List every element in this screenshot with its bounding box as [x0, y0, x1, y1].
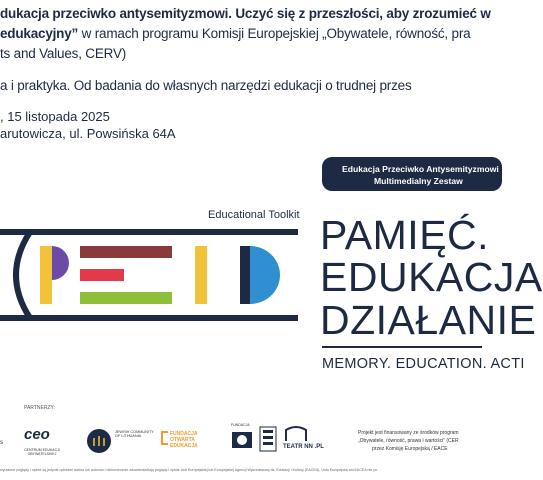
teatr-nn-logo: TEATR NN .PL [283, 444, 324, 450]
brama-grodzka-icon [259, 426, 277, 452]
disclaimer: wyrażone poglądy i opinie są jedynie opiniami autora lub autorów i niekoniecznie odzwierciedlają poglądy i opinie Unii Europejskiej lub Europejskiej Agencji Wykonawczej ds. Edukacji i Kultury (EACEA). Unia Europejska ani EACEA nie po [0, 468, 378, 472]
letter-d-stem [240, 246, 250, 304]
teatr-nn-icon [284, 426, 308, 442]
jewish-community-emblem-icon [86, 428, 112, 454]
funding-line-3: przez Komisję Europejską / EACE [372, 446, 448, 452]
title-pamiec: PAMIĘĆ. [320, 212, 490, 258]
title-divider [322, 346, 482, 348]
event-date: , 15 listopada 2025 [0, 109, 110, 124]
fundacja-caption: FUNDACJA [231, 423, 250, 427]
letter-p-bowl [52, 246, 69, 280]
jewish-community-caption: JEWISH COMMUNITY OF LITHUANIA [115, 430, 154, 438]
funding-line-2: „Obywatele, równość, prawa i wartości” (CER [358, 438, 459, 444]
fundacja-emblem-icon [231, 428, 253, 450]
project-badge [322, 157, 502, 191]
event-subtitle: a i praktyka. Od badania do własnych narzędzi edukacji o trudnej przes [0, 78, 412, 93]
title-dzialanie: DZIAŁANIE [320, 297, 537, 343]
foa-logo: FUNDACJA OTWARTA EDUKACJA [170, 431, 198, 449]
eu-logo-fragment: s [0, 440, 3, 446]
badge-line-2: Multimedialny Zestaw [374, 176, 463, 186]
letter-e-top [80, 246, 172, 258]
project-program-line [0, 26, 470, 41]
letter-e-middle [80, 269, 124, 281]
title-edukacja: EDUKACJA [320, 254, 543, 300]
partners-label: PARTNERZY: [24, 405, 55, 411]
event-venue: arutowicza, ul. Powsińska 64A [0, 126, 176, 141]
project-name-bold: edukacyjny” [0, 26, 79, 41]
letter-d-bowl [250, 246, 280, 304]
toolkit-label: Educational Toolkit [208, 209, 300, 221]
letter-e-bottom [80, 292, 172, 304]
english-subtitle: MEMORY. EDUCATION. ACTI [322, 356, 525, 372]
ceo-caption: CENTRUM EDUKACJI OBYWATELSKIEJ [24, 448, 60, 456]
letter-p-stem [40, 246, 52, 304]
project-title-line: dukacja przeciwko antysemityzmowi. Uczyć się z przeszłości, aby zrozumieć w [0, 6, 491, 21]
foa-bracket-icon [160, 431, 170, 445]
funding-line-1: Projekt jest finansowany ze środków program [358, 430, 459, 436]
program-acronym-line: ts and Values, CERV) [0, 46, 127, 61]
badge-line-1: Edukacja Przeciwko Antysemityzmowi [342, 164, 499, 174]
logo-left-curve [16, 232, 30, 318]
ceo-logo: ceo [24, 426, 50, 443]
program-text: w ramach programu Komisji Europejskiej „Obywatele, równość, pra [78, 26, 471, 41]
letter-i [195, 246, 207, 304]
peid-logo [0, 226, 305, 326]
